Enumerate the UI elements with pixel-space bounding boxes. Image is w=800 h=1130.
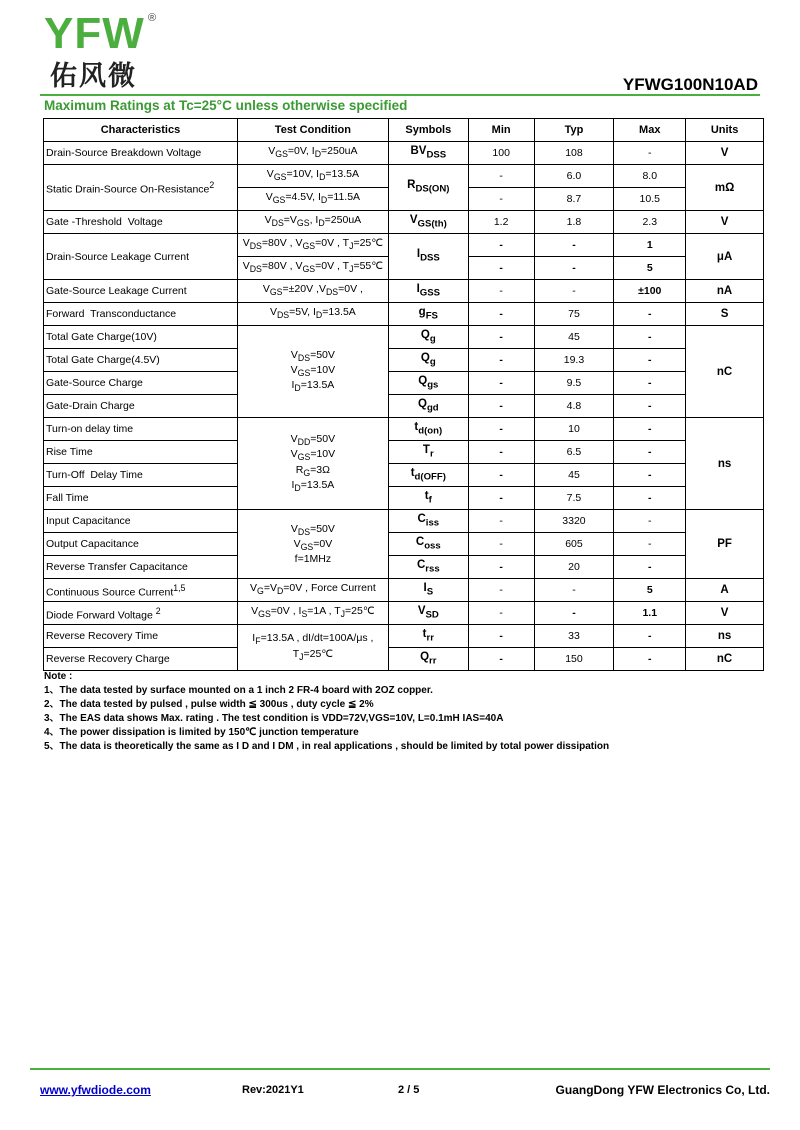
symbol-cell: $BV_{DSS}$ [388, 142, 468, 165]
units-cell: nC [686, 326, 764, 418]
max-cell: ±100 [614, 280, 686, 303]
table-row [44, 579, 764, 602]
revision-label: Rev:2021Y1 [242, 1084, 304, 1096]
typ-cell: 75 [534, 303, 614, 326]
note-item: 1、The data tested by surface mounted on a 1 inch 2 FR-4 board with 2OZ copper. [44, 685, 433, 696]
part-number: YFWG100N10AD [622, 75, 758, 94]
logo-wordmark: YFW [44, 9, 145, 58]
symbol-cell: $t_{d(on)}$ [388, 418, 468, 441]
max-cell: 10.5 [614, 188, 686, 211]
test-condition-cell: $V_{GS}=0V$, $I_D=250uA$ [237, 142, 388, 165]
min-cell: - [468, 533, 534, 556]
typ-cell: 45 [534, 464, 614, 487]
typ-cell: 45 [534, 326, 614, 349]
symbol-cell: $C_{iss}$ [388, 510, 468, 533]
max-cell: - [614, 303, 686, 326]
typ-cell: 7.5 [534, 487, 614, 510]
company-name: GuangDong YFW Electronics Co, Ltd. [555, 1083, 770, 1097]
test-condition-cell: $V_{DD}=50V$ $V_{GS}=10V$ $R_G=3\Omega$ $I_D=13.5A$ [237, 418, 388, 510]
ratings-table [43, 118, 764, 671]
table-row [44, 234, 764, 257]
max-cell: - [614, 487, 686, 510]
characteristic-cell: Gate-Source Charge [44, 372, 238, 395]
typ-cell: - [534, 579, 614, 602]
characteristic-cell: Input Capacitance [44, 510, 238, 533]
characteristic-cell: Rise Time [44, 441, 238, 464]
typ-cell: - [534, 280, 614, 303]
characteristic-cell: Gate -Threshold Voltage [44, 211, 238, 234]
table-row [44, 556, 764, 579]
table-row [44, 372, 764, 395]
typ-cell: 1.8 [534, 211, 614, 234]
typ-cell: 10 [534, 418, 614, 441]
symbol-cell: $Q_{gd}$ [388, 395, 468, 418]
max-cell: - [614, 441, 686, 464]
max-cell: - [614, 510, 686, 533]
test-condition-cell: $V_{GS}=\pm 20V$ $,V_{DS}=0V$ , [237, 280, 388, 303]
test-condition-cell: $V_{DS}=50V$ $V_{GS}=10V$ $I_D=13.5A$ [237, 326, 388, 418]
min-cell: - [468, 280, 534, 303]
units-cell: ns [686, 418, 764, 510]
symbol-cell: $Q_{rr}$ [388, 648, 468, 671]
note-item: 3、The EAS data shows Max. rating . The test condition is VDD=72V,VGS=10V, L=0.1mH IAS=40A [44, 713, 504, 724]
min-cell: - [468, 487, 534, 510]
max-cell: 5 [614, 579, 686, 602]
symbol-cell: $C_{rss}$ [388, 556, 468, 579]
test-condition-cell: $V_{DS}=50V$ $V_{GS}=0V$ f=1MHz [237, 510, 388, 579]
typ-cell: - [534, 602, 614, 625]
max-cell: - [614, 418, 686, 441]
test-condition-cell: $V_{GS}=0V$ , $I_S=1A$ , $T_J=25℃$ [237, 602, 388, 625]
min-cell: - [468, 602, 534, 625]
symbol-cell: $T_r$ [388, 441, 468, 464]
max-cell: 1.1 [614, 602, 686, 625]
characteristic-cell: Total Gate Charge(4.5V) [44, 349, 238, 372]
header-units: Units [686, 119, 764, 142]
units-cell: nA [686, 280, 764, 303]
table-row [44, 464, 764, 487]
note-item: 4、The power dissipation is limited by 150℃ junction temperature [44, 727, 359, 738]
header-divider [40, 94, 760, 96]
table-row [44, 418, 764, 441]
min-cell: - [468, 418, 534, 441]
test-condition-cell: $V_G=V_D=0V$ , Force Current [237, 579, 388, 602]
min-cell: - [468, 165, 534, 188]
note-item: 2、The data tested by pulsed , pulse width ≦ 300us , duty cycle ≦ 2% [44, 699, 374, 710]
min-cell: - [468, 441, 534, 464]
table-row [44, 303, 764, 326]
units-cell: μA [686, 234, 764, 280]
typ-cell: 19.3 [534, 349, 614, 372]
characteristic-cell: Turn-Off Delay Time [44, 464, 238, 487]
symbol-cell: $V_{SD}$ [388, 602, 468, 625]
logo-chinese-name: 佑风微 [50, 61, 137, 92]
table-row [44, 142, 764, 165]
test-condition-cell: $V_{GS}=10V$, $I_D=13.5A$ [237, 165, 388, 188]
characteristic-cell: Static Drain-Source On-Resistance$^2$ [44, 165, 238, 211]
characteristic-cell: Continuous Source Current$^{1,5}$ [44, 579, 238, 602]
units-cell: S [686, 303, 764, 326]
table-row [44, 441, 764, 464]
max-cell: 2.3 [614, 211, 686, 234]
min-cell: - [468, 372, 534, 395]
typ-cell: - [534, 234, 614, 257]
table-row [44, 648, 764, 671]
min-cell: - [468, 303, 534, 326]
typ-cell: 3320 [534, 510, 614, 533]
min-cell: - [468, 257, 534, 280]
test-condition-cell: $V_{DS}=V_{GS}$, $I_D=250uA$ [237, 211, 388, 234]
note-item: 5、The data is theoretically the same as I D and I DM , in real applications , should be limited by total power dissipation [44, 741, 610, 752]
symbol-cell: $t_{d(OFF)}$ [388, 464, 468, 487]
symbol-cell: $Q_g$ [388, 349, 468, 372]
units-cell: nC [686, 648, 764, 671]
min-cell: - [468, 625, 534, 648]
max-cell: - [614, 464, 686, 487]
min-cell: - [468, 579, 534, 602]
website-link[interactable]: www.yfwdiode.com [40, 1083, 151, 1097]
typ-cell: 6.5 [534, 441, 614, 464]
table-row [44, 395, 764, 418]
table-row [44, 165, 764, 188]
min-cell: - [468, 326, 534, 349]
max-cell: 1 [614, 234, 686, 257]
max-cell: 5 [614, 257, 686, 280]
table-row [44, 510, 764, 533]
header-min: Min [468, 119, 534, 142]
max-cell: - [614, 625, 686, 648]
typ-cell: 605 [534, 533, 614, 556]
max-cell: - [614, 372, 686, 395]
characteristic-cell: Total Gate Charge(10V) [44, 326, 238, 349]
min-cell: - [468, 395, 534, 418]
typ-cell: - [534, 257, 614, 280]
test-condition-cell: $V_{DS}=5V$, $I_D=13.5A$ [237, 303, 388, 326]
table-row [44, 602, 764, 625]
symbol-cell: $t_{rr}$ [388, 625, 468, 648]
symbol-cell: $Q_g$ [388, 326, 468, 349]
units-cell: mΩ [686, 165, 764, 211]
characteristic-cell: Output Capacitance [44, 533, 238, 556]
characteristic-cell: Reverse Recovery Charge [44, 648, 238, 671]
typ-cell: 8.7 [534, 188, 614, 211]
units-cell: V [686, 211, 764, 234]
min-cell: 100 [468, 142, 534, 165]
header-test-condition: Test Condition [237, 119, 388, 142]
max-cell: - [614, 648, 686, 671]
characteristic-cell: Turn-on delay time [44, 418, 238, 441]
max-cell: 8.0 [614, 165, 686, 188]
footer-divider [30, 1068, 770, 1070]
max-cell: - [614, 533, 686, 556]
characteristic-cell: Gate-Source Leakage Current [44, 280, 238, 303]
min-cell: 1.2 [468, 211, 534, 234]
min-cell: - [468, 464, 534, 487]
table-row [44, 326, 764, 349]
test-condition-cell: $V_{DS}=80V$ , $V_{GS}=0V$ , $T_J=25℃$ [237, 234, 388, 257]
symbol-cell: $C_{oss}$ [388, 533, 468, 556]
header-typ: Typ [534, 119, 614, 142]
test-condition-cell: $V_{GS}=4.5V$, $I_D=11.5A$ [237, 188, 388, 211]
max-cell: - [614, 326, 686, 349]
min-cell: - [468, 349, 534, 372]
table-header-row [44, 119, 764, 142]
min-cell: - [468, 234, 534, 257]
table-row [44, 280, 764, 303]
typ-cell: 4.8 [534, 395, 614, 418]
typ-cell: 108 [534, 142, 614, 165]
company-logo [44, 9, 164, 96]
max-cell: - [614, 556, 686, 579]
table-row [44, 211, 764, 234]
max-cell: - [614, 395, 686, 418]
min-cell: - [468, 188, 534, 211]
table-row [44, 625, 764, 648]
characteristic-cell: Drain-Source Breakdown Voltage [44, 142, 238, 165]
section-title: Maximum Ratings at Tc=25°C unless otherwise specified [44, 98, 408, 113]
symbol-cell: $g_{FS}$ [388, 303, 468, 326]
table-row [44, 349, 764, 372]
units-cell: V [686, 602, 764, 625]
typ-cell: 9.5 [534, 372, 614, 395]
notes-title: Note : [44, 671, 73, 682]
symbol-cell: $t_f$ [388, 487, 468, 510]
characteristic-cell: Drain-Source Leakage Current [44, 234, 238, 280]
characteristic-cell: Diode Forward Voltage $^2$ [44, 602, 238, 625]
characteristic-cell: Forward Transconductance [44, 303, 238, 326]
header-symbols: Symbols [388, 119, 468, 142]
typ-cell: 150 [534, 648, 614, 671]
max-cell: - [614, 349, 686, 372]
typ-cell: 20 [534, 556, 614, 579]
characteristic-cell: Fall Time [44, 487, 238, 510]
characteristic-cell: Reverse Recovery Time [44, 625, 238, 648]
units-cell: PF [686, 510, 764, 579]
units-cell: ns [686, 625, 764, 648]
symbol-cell: $I_S$ [388, 579, 468, 602]
max-cell: - [614, 142, 686, 165]
symbol-cell: $I_{DSS}$ [388, 234, 468, 280]
symbol-cell: $Q_{gs}$ [388, 372, 468, 395]
notes-section [44, 670, 609, 754]
test-condition-cell: $V_{DS}=80V$ , $V_{GS}=0V$ , $T_J=55℃$ [237, 257, 388, 280]
characteristic-cell: Gate-Drain Charge [44, 395, 238, 418]
header-max: Max [614, 119, 686, 142]
min-cell: - [468, 510, 534, 533]
units-cell: A [686, 579, 764, 602]
min-cell: - [468, 556, 534, 579]
typ-cell: 33 [534, 625, 614, 648]
table-row [44, 487, 764, 510]
units-cell: V [686, 142, 764, 165]
min-cell: - [468, 648, 534, 671]
symbol-cell: $R_{DS(ON)}$ [388, 165, 468, 211]
registered-mark: ® [148, 12, 157, 24]
typ-cell: 6.0 [534, 165, 614, 188]
header-characteristics: Characteristics [44, 119, 238, 142]
test-condition-cell: $I_F=13.5A$ , dI/dt=100A/μs , $T_J=25℃$ [237, 625, 388, 671]
table-row [44, 533, 764, 556]
symbol-cell: $V_{GS(th)}$ [388, 211, 468, 234]
symbol-cell: $I_{GSS}$ [388, 280, 468, 303]
characteristic-cell: Reverse Transfer Capacitance [44, 556, 238, 579]
page-number: 2 / 5 [398, 1084, 420, 1096]
